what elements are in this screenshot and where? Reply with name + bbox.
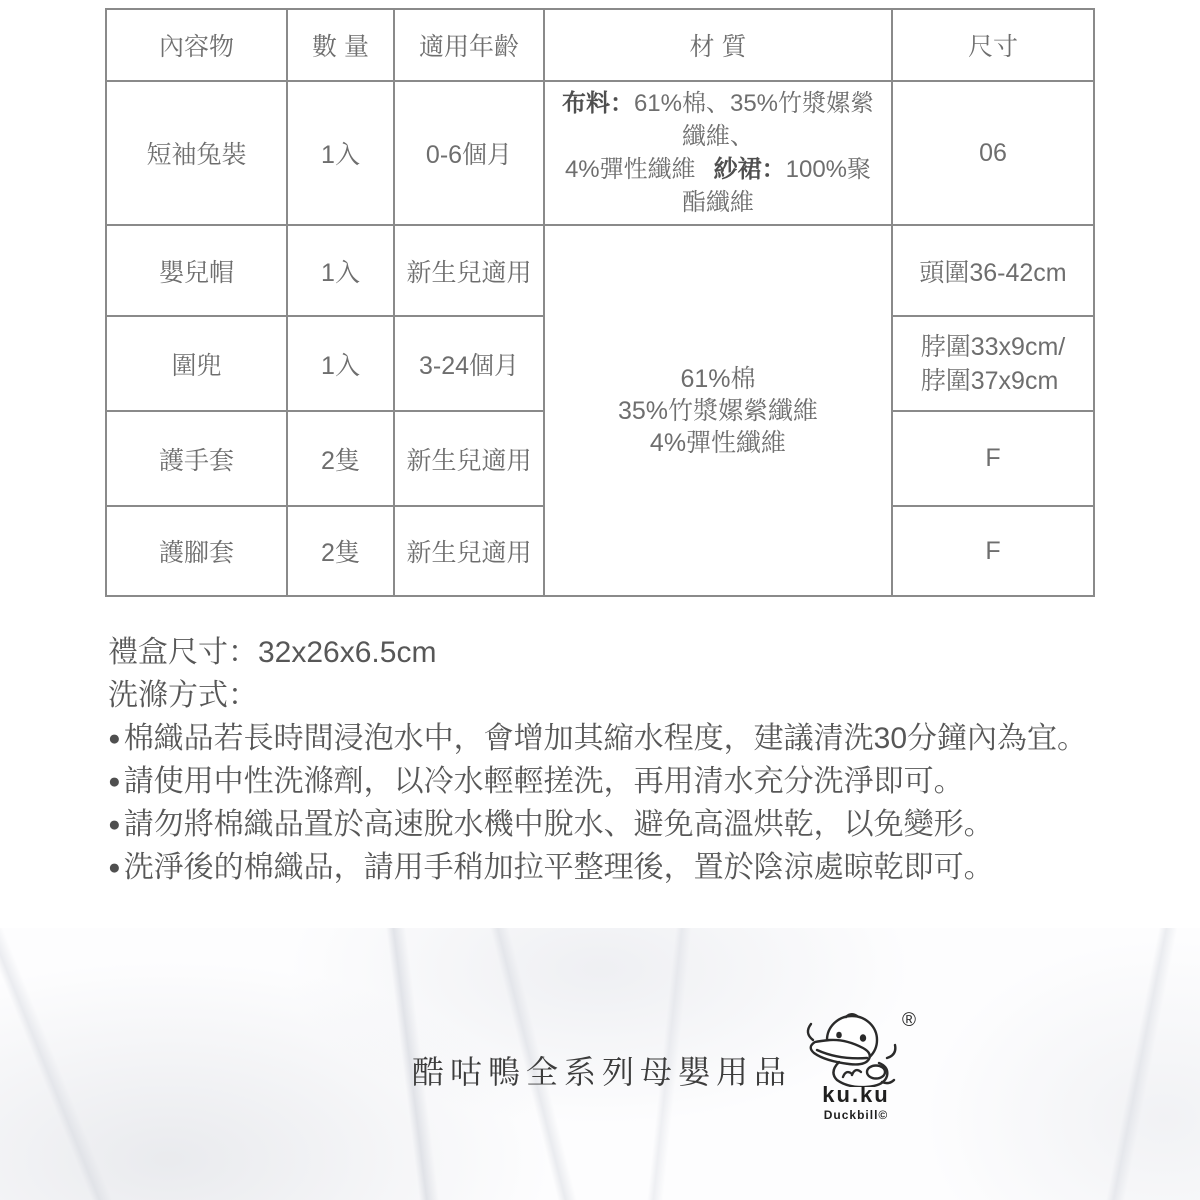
size-two-lines: [921, 330, 1065, 398]
cell-qty: 1入: [287, 81, 394, 225]
cell-qty: 2隻: [287, 506, 394, 596]
cell-age: 新生兒適用: [394, 225, 544, 316]
table-header-row: [106, 9, 1094, 81]
table-row: [106, 225, 1094, 316]
care-info-block: [108, 631, 1118, 889]
material-text-2: 4%彈性纖維: [564, 156, 696, 183]
merged-material-line: 35%竹漿嫘縈纖維: [617, 396, 819, 425]
wash-instruction-item: [108, 717, 1118, 760]
material-label-fabric: 布料：: [561, 90, 634, 117]
size-line-1: 脖圍33x9cm/: [920, 332, 1066, 361]
header-age: 適用年齡: [394, 9, 544, 81]
cell-age: 新生兒適用: [394, 506, 544, 596]
material-label-skirt: 紗裙：: [713, 156, 786, 183]
cell-size: F: [892, 506, 1094, 596]
wash-instruction-item: [108, 846, 1118, 889]
bullet-icon: ●: [108, 813, 121, 836]
material-line1: [555, 87, 881, 153]
logo-wordmark: ku.ku: [822, 1082, 890, 1107]
header-material: 材 質: [544, 9, 892, 81]
merged-material-line: 61%棉: [680, 364, 756, 393]
cell-qty: 2隻: [287, 411, 394, 506]
bullet-icon: ●: [108, 727, 121, 750]
bullet-icon: ●: [108, 770, 121, 793]
cell-material-merged: [544, 225, 892, 596]
cell-item: 護腳套: [106, 506, 287, 596]
material-line2: [555, 153, 881, 219]
cell-item: 護手套: [106, 411, 287, 506]
header-quantity: 數 量: [287, 9, 394, 81]
registered-trademark-icon: ®: [902, 1010, 916, 1031]
cell-size: F: [892, 411, 1094, 506]
size-line-2: 脖圍37x9cm: [920, 366, 1059, 395]
brand-tagline: 酷咕鴨全系列母嬰用品: [412, 1054, 793, 1090]
cell-qty: 1入: [287, 316, 394, 411]
cell-age: 0-6個月: [394, 81, 544, 225]
cell-age: 3-24個月: [394, 316, 544, 411]
cell-size: 頭圍36-42cm: [892, 225, 1094, 316]
gift-box-size-line: 禮盒尺寸：32x26x6.5cm: [108, 636, 437, 669]
header-contents: 內容物: [106, 9, 287, 81]
product-spec-table: [105, 8, 1095, 597]
cell-material-row1: [544, 81, 892, 225]
wash-instruction-item: [108, 760, 1118, 803]
table-row: [106, 81, 1094, 225]
header-size: 尺寸: [892, 9, 1094, 81]
wash-method-title: 洗滌方式：: [108, 679, 258, 712]
kuku-duckbill-logo: [794, 1011, 918, 1121]
logo-subtext: Duckbill©: [823, 1108, 889, 1122]
cell-item: 短袖兔裝: [106, 81, 287, 225]
cell-size: [892, 316, 1094, 411]
wash-instruction-text: 洗淨後的棉織品，請用手稍加拉平整理後，置於陰涼處晾乾即可。: [123, 851, 994, 884]
cell-age: 新生兒適用: [394, 411, 544, 506]
duck-icon: [800, 1011, 906, 1087]
material-text-1: 61%棉、35%竹漿嫘縈纖維、: [633, 90, 875, 150]
cell-item: 嬰兒帽: [106, 225, 287, 316]
merged-material-line: 4%彈性纖維: [649, 428, 787, 457]
wash-instruction-text: 棉織品若長時間浸泡水中，會增加其縮水程度，建議清洗30分鐘內為宜。: [123, 722, 1088, 755]
wash-instruction-item: [108, 803, 1118, 846]
bullet-icon: ●: [108, 856, 121, 879]
material-text-3: 100%聚酯纖維: [682, 156, 872, 216]
cell-qty: 1入: [287, 225, 394, 316]
wash-instruction-text: 請勿將棉織品置於高速脫水機中脫水、避免高溫烘乾，以免變形。: [123, 808, 994, 841]
wash-instruction-text: 請使用中性洗滌劑，以冷水輕輕搓洗，再用清水充分洗淨即可。: [123, 765, 964, 798]
cell-item: 圍兜: [106, 316, 287, 411]
cell-size: 06: [892, 81, 1094, 225]
